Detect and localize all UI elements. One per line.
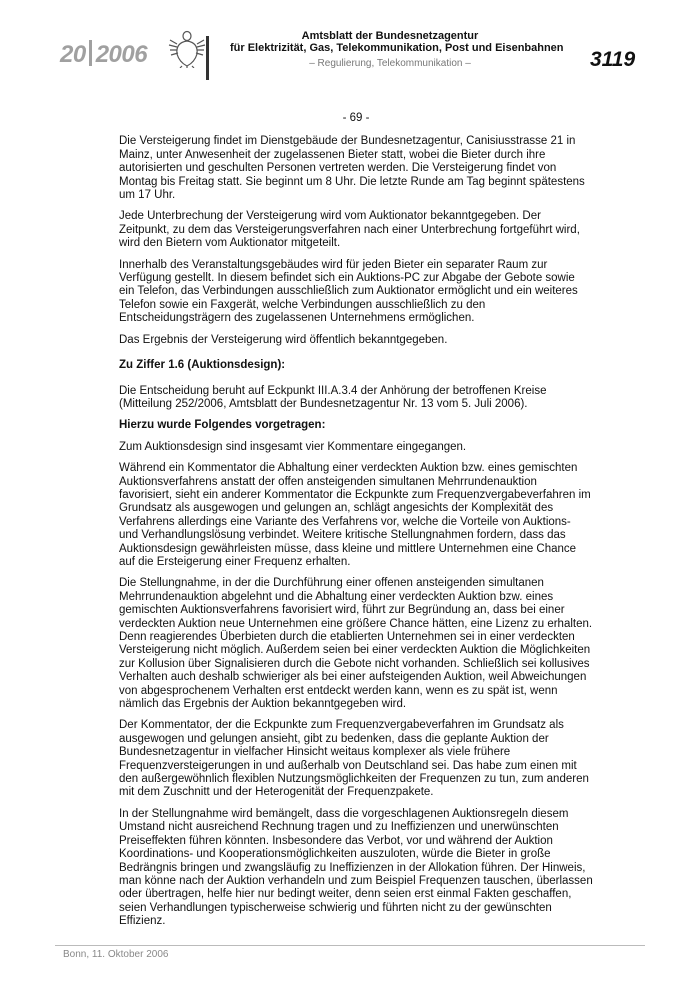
issue-label (60, 40, 147, 69)
page-number: 3119 (590, 48, 636, 71)
federal-eagle-icon (168, 28, 206, 68)
paragraph: Die Entscheidung beruht auf Eckpunkt III.A.3.4 der Anhörung der betroffenen Kreise (Mitteilung 252/2006, Amtsblatt der Bundesnetzagentur Nr. 13 vom 5. Juli 2006). (119, 384, 547, 410)
footer-date: Bonn, 11. Oktober 2006 (63, 949, 169, 960)
issue-divider (89, 40, 92, 66)
page-header (0, 0, 700, 90)
section-label: – Regulierung, Telekommunikation – (309, 58, 471, 69)
document-page-number: - 69 - (342, 112, 370, 124)
issue-number: 2006 (95, 41, 148, 68)
paragraph: Innerhalb des Veranstaltungsgebäudes wird für jeden Bieter ein separater Raum zur Verfügung gestellt. In diesem befindet sich ein Auktions-PC zur Abgabe der Gebote sowie ein Telefon, das Verbindungen ausschließlich zum Auktionator ermöglicht und ein weiteres Telefon sowie ein Faxgerät, welche Verbindungen ausschließlich zu den Entscheidungsträgern des zugelassenen Unternehmens ermöglichen. (119, 258, 578, 325)
paragraph: Zum Auktionsdesign sind insgesamt vier Kommentare eingegangen. (119, 440, 467, 453)
paragraph: Der Kommentator, der die Eckpunkte zum Frequenzvergabeverfahren im Grundsatz als ausgewogen und gelungen ansieht, gibt zu bedenken, dass die geplante Auktion der Bundesnetzagentur in vielfacher Hinsicht weitaus komplexer als viele frühere Frequenzversteigerungen in und außerhalb von Deutschland sei. Das habe zum einen mit den außergewöhnlich flexiblen Nutzungsmöglichkeiten der Frequenzen zu tun, zum anderen mit dem Zuschnitt und der Heterogenität der Frequenzpakete. (119, 719, 589, 799)
paragraph: Die Versteigerung findet im Dienstgebäude der Bundesnetzagentur, Canisiusstrasse 21 in Mainz, unter Anwesenheit der zugelassenen Bieter statt, wobei die Bieter durch ihre autorisierten und geschulten Personen vertreten werden. Die Versteigerung findet von Montag bis Freitag statt. Sie beginnt um 8 Uhr. Die letzte Runde am Tag beginnt spätestens um 17 Uhr. (119, 135, 585, 202)
issue-year: 20 (60, 41, 86, 68)
paragraph: Das Ergebnis der Versteigerung wird öffentlich bekanntgegeben. (119, 333, 448, 346)
journal-subtitle: für Elektrizität, Gas, Telekommunikation, Post und Eisenbahnen (230, 42, 564, 54)
header-divider (206, 36, 209, 80)
subheading: Hierzu wurde Folgendes vorgetragen: (119, 419, 326, 432)
footer-divider (55, 945, 645, 946)
journal-title: Amtsblatt der Bundesnetzagentur (301, 30, 479, 42)
document-body (119, 112, 593, 937)
paragraph: Die Stellungnahme, in der die Durchführung einer offenen ansteigenden simultanen Mehrrundenauktion abgelehnt und die Abhaltung einer verdeckten Auktion bzw. eines gemischten Auktionsverfahrens favorisiert wird, führt zur Begründung an, dass bei einer verdeckten Auktion neue Unternehmen eine größere Chance hätten, eine Lizenz zu erhalten. Denn reagierendes Überbieten durch die etablierten Unternehmen sei in einer verdeckten Versteigerung nicht möglich. Außerdem seien bei einer verdeckten Auktion die Möglichkeiten zur Kollusion über Signalisieren durch die Gebote nicht vorhanden. Schließlich sei kollusives Verhalten auch deshalb schwieriger als bei einer aufsteigenden Auktion, weil Abweichungen von abgesprochenem Verhalten erst entdeckt werden kann, wenn es zu spät ist, wenn nämlich das Ergebnis der Auktion bekanntgegeben wird. (119, 577, 593, 711)
section-heading: Zu Ziffer 1.6 (Auktionsdesign): (119, 359, 286, 372)
paragraph: Jede Unterbrechung der Versteigerung wird vom Auktionator bekanntgegeben. Der Zeitpunkt, zu dem das Versteigerungsverfahren nach einer Unterbrechung fortgeführt wird, wird den Bietern vom Auktionator mitgeteilt. (119, 210, 580, 250)
paragraph: Während ein Kommentator die Abhaltung einer verdeckten Auktion bzw. eines gemischten Auktionsverfahrens anstatt der offen ansteigenden simultanen Mehrrundenauktion favorisiert, sieht ein anderer Kommentator die Eckpunkte zum Frequenzvergabeverfahren im Grundsatz als ausgewogen und gelungen an, schlägt angesichts der Komplexität des Verfahrens allerdings eine Variante des Verfahrens vor, welche die Vorteile von Auktions- und Verhandlungslösung verbindet. Weitere kritische Stellungnahmen fordern, dass das Auktionsdesign gewährleisten müsse, dass kleine und mittlere Unternehmen eine Chance auf die Ersteigerung einer Frequenz erhalten. (119, 462, 591, 568)
paragraph: In der Stellungnahme wird bemängelt, dass die vorgeschlagenen Auktionsregeln diesem Umstand nicht ausreichend Rechnung tragen und zu Ineffizienzen und unerwünschten Preiseffekten führen könnten. Insbesondere das Verbot, vor und während der Auktion Koordinations- und Kooperationsmöglichkeiten auszuloten, würde die Bieter in große Bedrängnis bringen und zwangsläufig zu Ineffizienzen in der Allokation führen. Der Hinweis, man könne nach der Auktion verhandeln und zum Beispiel Frequenzen tauschen, überlassen oder übertragen, helfe hier nur bedingt weiter, denn seien erst einmal Fakten geschaffen, seien Verhandlungen typischerweise schwierig und führten nicht zu der gewünschten Effizienz. (119, 807, 593, 928)
